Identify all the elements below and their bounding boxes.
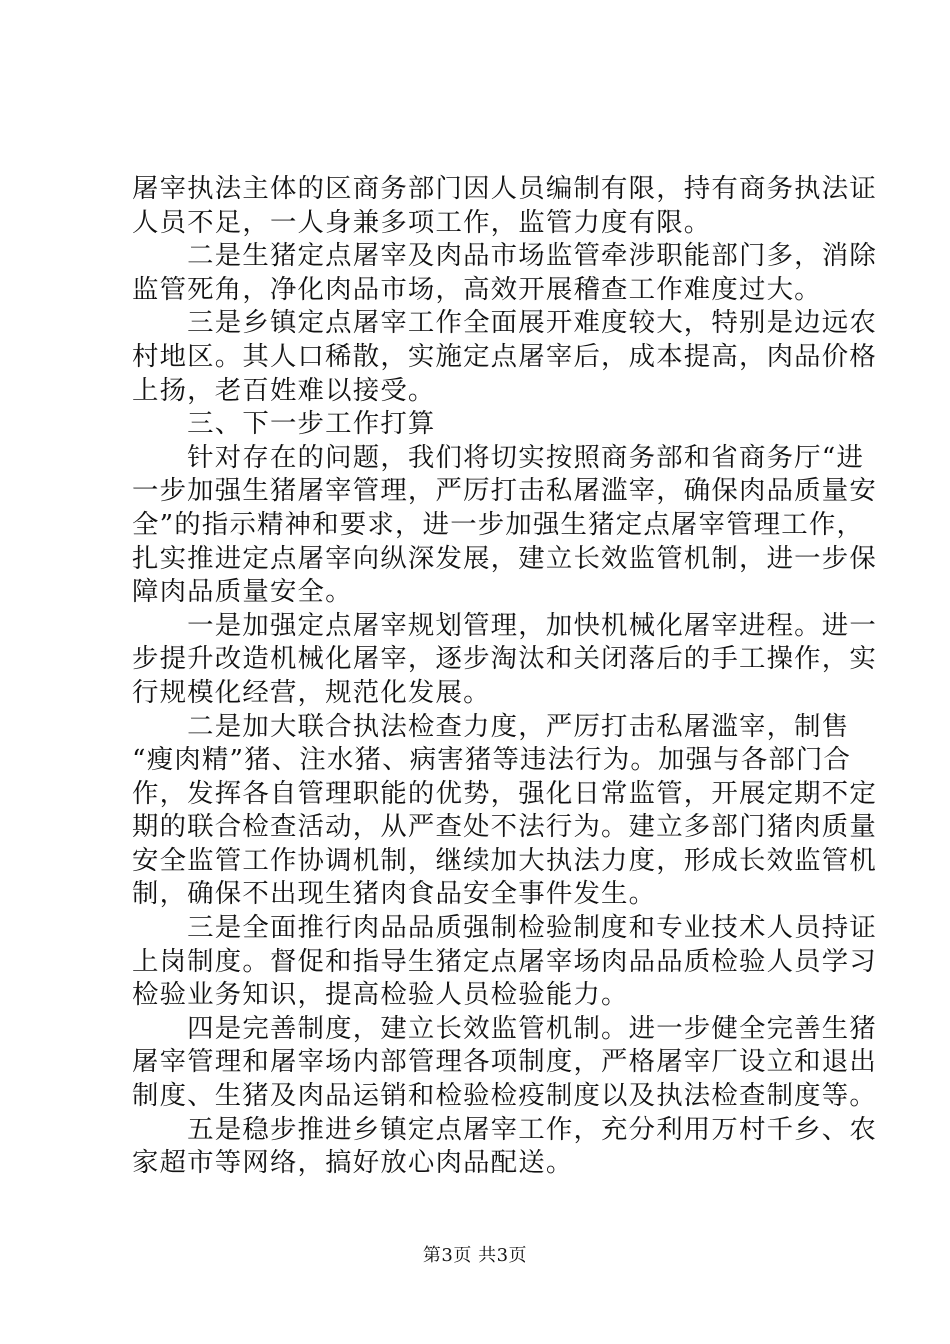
text-line: 屠宰执法主体的区商务部门因人员编制有限，持有商务执法证 [132,173,877,204]
text-line: 人员不足，一人身兼多项工作，监管力度有限。 [132,206,712,238]
text-line: 障肉品质量安全。 [132,576,353,608]
text-line: 步提升改造机械化屠宰，逐步淘汰和关闭落后的手工操作，实 [132,643,877,675]
text-line: 屠宰管理和屠宰场内部管理各项制度，严格屠宰厂设立和退出 [132,1046,877,1078]
text-line: 安全监管工作协调机制，继续加大执法力度，形成长效监管机 [132,844,877,876]
text-line: 监管死角，净化肉品市场，高效开展稽查工作难度过大。 [132,273,822,305]
text-line: 三、下一步工作打算 [132,408,436,440]
page-footer: 第3页 共3页 [422,1245,528,1266]
text-line: 全”的指示精神和要求，进一步加强生猪定点屠宰管理工作， [132,508,865,540]
text-line: 制，确保不出现生猪肉食品安全事件发生。 [132,878,657,910]
text-line: 扎实推进定点屠宰向纵深发展，建立长效监管机制，进一步保 [132,542,877,574]
text-line: 针对存在的问题，我们将切实按照商务部和省商务厅“进 [132,441,865,473]
text-line: 三是乡镇定点屠宰工作全面展开难度较大，特别是边远农 [132,307,877,339]
text-line: 村地区。其人口稀散，实施定点屠宰后，成本提高，肉品价格 [132,340,877,372]
text-line: 二是加大联合执法检查力度，严厉打击私屠滥宰，制售 [132,710,850,742]
text-line: 家超市等网络，搞好放心肉品配送。 [132,1147,574,1179]
text-line: 二是生猪定点屠宰及肉品市场监管牵涉职能部门多，消除 [132,240,877,272]
text-line: 作，发挥各自管理职能的优势，强化日常监管，开展定期不定 [132,777,877,809]
text-line: “瘦肉精”猪、注水猪、病害猪等违法行为。加强与各部门合 [132,744,852,776]
text-line: 一步加强生猪屠宰管理，严厉打击私屠滥宰，确保肉品质量安 [132,475,877,507]
text-line: 行规模化经营，规范化发展。 [132,676,491,708]
text-line: 三是全面推行肉品品质强制检验制度和专业技术人员持证 [132,912,877,944]
text-line: 一是加强定点屠宰规划管理，加快机械化屠宰进程。进一 [132,609,877,641]
text-line: 上岗制度。督促和指导生猪定点屠宰场肉品品质检验人员学习 [132,945,877,977]
text-line: 上扬，老百姓难以接受。 [132,374,436,406]
text-line: 制度、生猪及肉品运销和检验检疫制度以及执法检查制度等。 [132,1080,877,1112]
text-line: 五是稳步推进乡镇定点屠宰工作，充分利用万村千乡、农 [132,1113,877,1145]
text-line: 检验业务知识，提高检验人员检验能力。 [132,979,629,1011]
text-line: 期的联合检查活动，从严查处不法行为。建立多部门猪肉质量 [132,811,877,843]
text-line: 四是完善制度，建立长效监管机制。进一步健全完善生猪 [132,1012,877,1044]
document-body [132,172,877,1180]
